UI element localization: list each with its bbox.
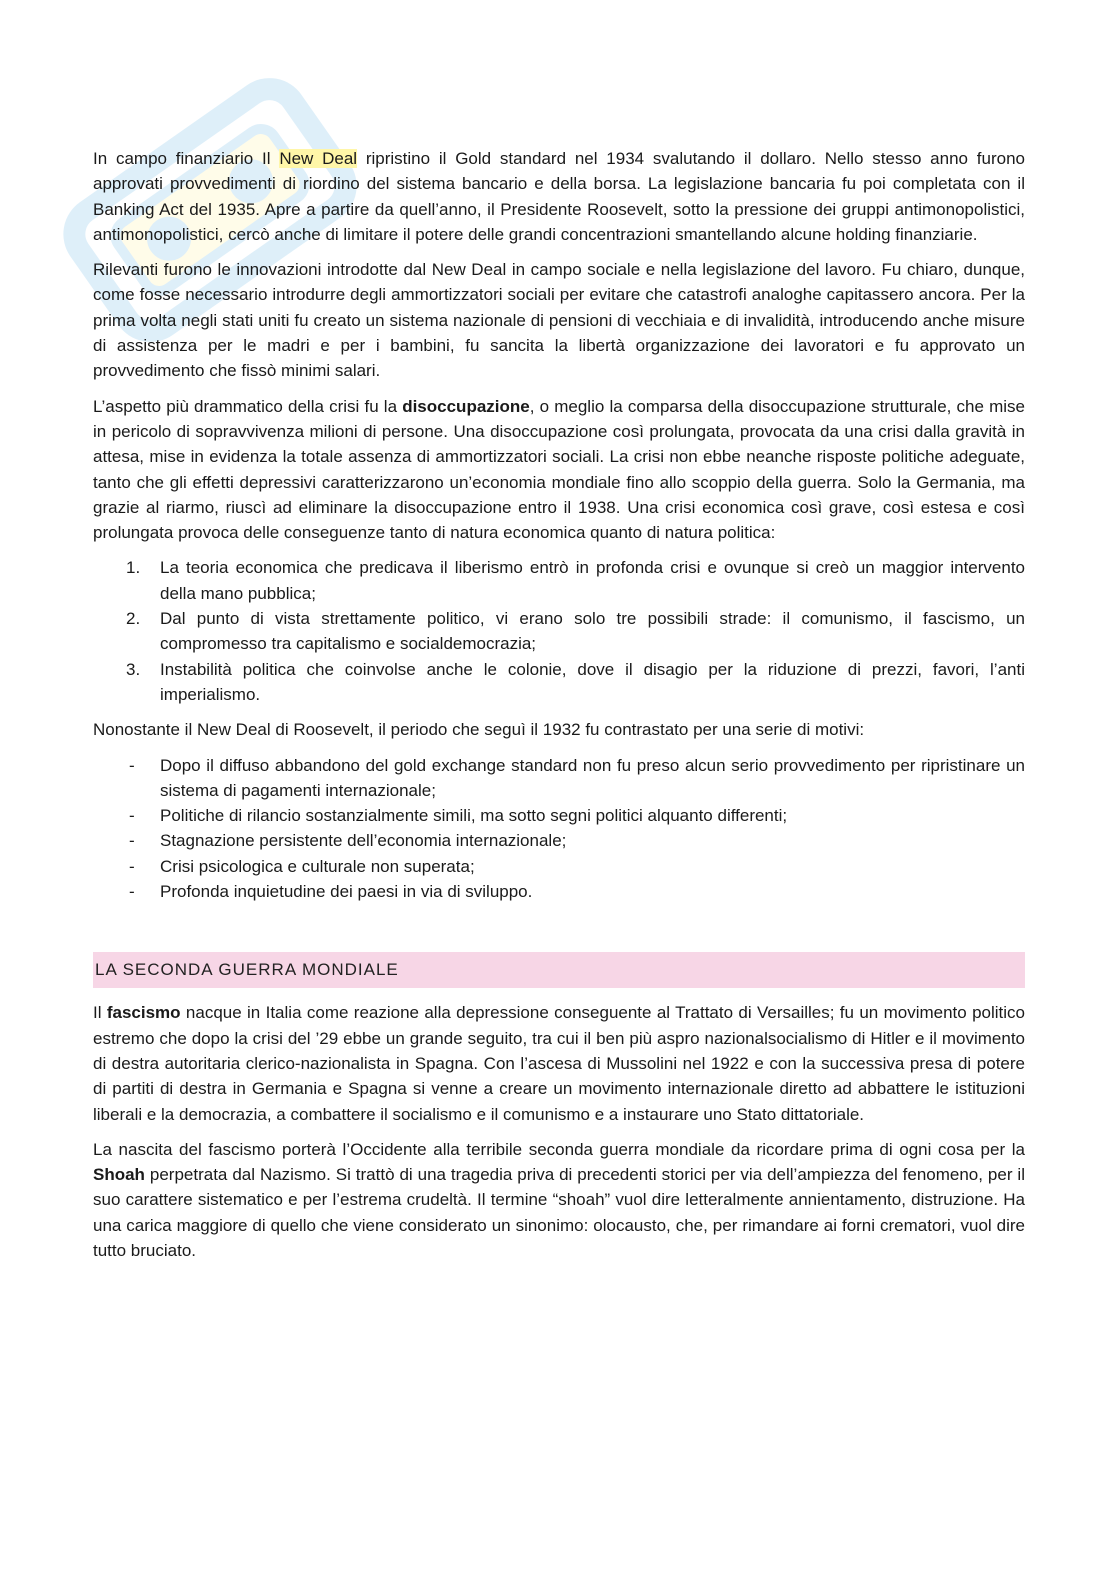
section-heading-text: LA SECONDA GUERRA MONDIALE [95, 960, 399, 980]
paragraph-unemployment: L’aspetto più drammatico della crisi fu la disoccupazione, o meglio la comparsa della disoccupazione strutturale, che mise in pericolo di sopravvivenza milioni di persone. Una disoccupazione così prolungata, provocata da una crisi dalla gravità in attesa, mise in evidenza la totale assenza di ammortizzatori sociali. La crisi non ebbe neanche risposte politiche adeguate, tanto che gli effetti depressivi caratterizzarono un’economia mondiale fino allo scoppio della guerra. Solo la Germania, ma grazie al riarmo, riuscì ad eliminare la disoccupazione entro il 1938. Una crisi economica così grave, così estesa e così prolungata provoca delle conseguenze tanto di natura economica quanto di natura politica: [93, 396, 1026, 543]
highlight-new-deal: New Deal [279, 149, 358, 168]
list-item: 2. Dal punto di vista strettamente politico, vi erano solo tre possibili strade: il comunismo, il fascismo, un compromesso tra capitalismo e socialdemocrazia; [126, 609, 1025, 654]
paragraph-social: Rilevanti furono le innovazioni introdotte dal New Deal in campo sociale e nella legislazione del lavoro. Fu chiaro, dunque, come fosse necessario introdurre degli ammortizzatori sociali per evitare che catastrofi analoghe capitassero ancora. Per la prima volta negli stati uniti fu creato un sistema nazionale di pensioni di vecchiaia e di invalidità, introducendo anche misure di assistenza per le madri e per i bambini, fu sancita la libertà organizzazione dei lavoratori e fu approvato un provvedimento che fissò minimi salari. [93, 260, 1025, 381]
bullet-list [93, 753, 1025, 905]
document-page [93, 146, 1025, 1273]
list-item: - Stagnazione persistente dell’economia internazionale; [129, 831, 567, 851]
list-item: 3. Instabilità politica che coinvolse anche le colonie, dove il disagio per la riduzione di prezzi, favori, l’anti imperialismo. [126, 659, 1025, 704]
bold-fascismo: fascismo [106, 1003, 181, 1023]
list-item: - Crisi psicologica e culturale non superata; [129, 856, 475, 876]
numbered-list [93, 555, 1025, 707]
section-heading [93, 952, 1025, 988]
list-item: - Politiche di rilancio sostanzialmente simili, ma sotto segni politici alquanto differenti; [129, 806, 788, 826]
bold-disoccupazione: disoccupazione [402, 396, 530, 416]
bold-shoah: Shoah [93, 1165, 145, 1185]
paragraph-shoah: La nascita del fascismo porterà l’Occidente alla terribile seconda guerra mondiale da ricordare prima di ogni cosa per la Shoah perpetrata dal Nazismo. Si trattò di una tragedia priva di precedenti storici per via dell’ampiezza del fenomeno, per il suo carattere sistematico e per l’estrema crudeltà. Il termine “shoah” vuol dire letteralmente annientamento, distruzione. Ha una carica maggiore di quello che viene considerato un sinonimo: olocausto, che, per rimandare ai forni crematori, vuol dire tutto bruciato. [93, 1139, 1025, 1260]
paragraph-finance: In campo finanziario Il New Deal ripristino il Gold standard nel 1934 svalutando il dollaro. Nello stesso anno furono approvati provvedimenti di riordino del sistema bancario e della borsa. La legislazione bancaria fu poi completata con il Banking Act del 1935. Apre a partire da quell’anno, il Presidente Roosevelt, sotto la pressione dei gruppi antimonopolistici, antimonopolistici, cercò anche di limitare il potere delle grandi concentrazioni smantellando alcune holding finanziarie. [93, 149, 1025, 244]
list-item: - Dopo il diffuso abbandono del gold exchange standard non fu preso alcun serio provvedimento per ripristinare un sistema di pagamenti internazionale; [129, 755, 1025, 800]
list-item: - Profonda inquietudine dei paesi in via di sviluppo. [129, 882, 533, 902]
list-item: 1. La teoria economica che predicava il liberismo entrò in profonda crisi e ovunque si creò un maggior intervento della mano pubblica; [126, 558, 1025, 603]
paragraph-fascismo: Il fascismo nacque in Italia come reazione alla depressione conseguente al Trattato di Versailles; fu un movimento politico estremo che dopo la crisi del ’29 ebbe un grande seguito, tra cui il ben più aspro nazionalsocialismo di Hitler e il movimento di destra autoritaria clerico-nazionalista in Spagna. Con l’ascesa di Mussolini nel 1922 e con la successiva presa di potere di partiti di destra in Germania e Spagna si venne a creare un movimento internazionale diretto ad abbattere le istituzioni liberali e la democrazia, a combattere il socialismo e il comunismo e a instaurare uno Stato dittatoriale. [93, 1003, 1025, 1124]
paragraph-roosevelt: Nonostante il New Deal di Roosevelt, il periodo che seguì il 1932 fu contrastato per una serie di motivi: [93, 720, 865, 740]
